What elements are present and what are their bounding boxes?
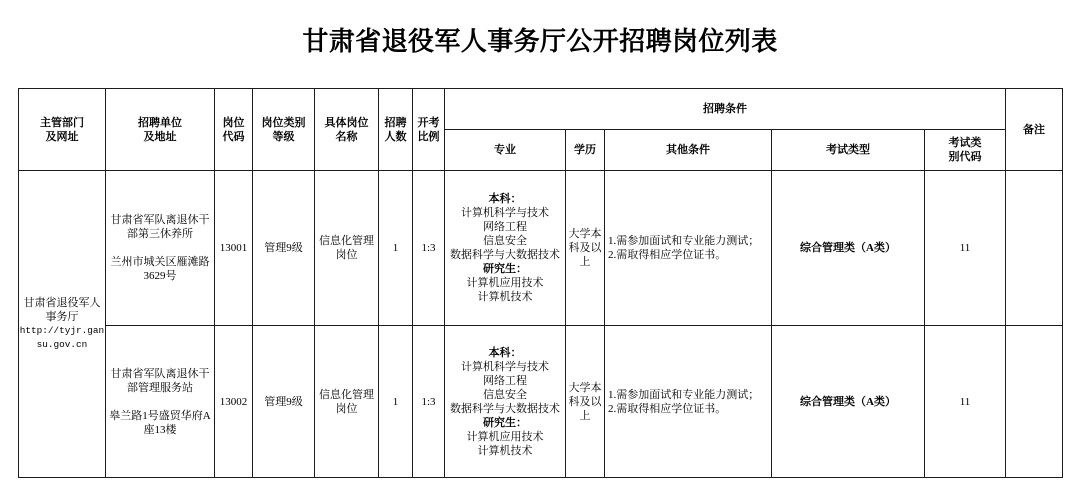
position-name-cell — [315, 171, 379, 326]
header-other-conditions-label: 其他条件 — [666, 144, 710, 156]
exam-ratio-cell — [413, 171, 445, 326]
major-item: 计算机技术 — [477, 291, 533, 303]
header-exam-type-label: 考试类型 — [826, 144, 870, 156]
position-category: 管理9级 — [264, 395, 303, 408]
header-department — [19, 89, 106, 171]
header-row — [19, 89, 1063, 130]
header-exam-code — [925, 130, 1006, 171]
header-education-label: 学历 — [574, 144, 596, 156]
header-remarks — [1006, 89, 1063, 171]
header-exam-ratio — [413, 89, 445, 171]
hiring-count: 1 — [392, 242, 399, 254]
position-code: 13002 — [219, 395, 248, 408]
position-code-cell — [215, 326, 253, 478]
header-position-code-label: 岗位代码 — [222, 116, 245, 143]
header-position-category — [253, 89, 315, 171]
major-level: 研究生： — [483, 263, 527, 275]
header-education — [566, 130, 605, 171]
header-unit — [106, 89, 215, 171]
major-cell — [445, 326, 566, 478]
major-level: 研究生： — [483, 416, 527, 429]
education-requirement: 大学本科及以上 — [568, 228, 602, 268]
header-exam-type — [772, 130, 925, 171]
other-conditions-cell — [605, 326, 772, 478]
position-name: 信息化管理岗位 — [319, 235, 374, 261]
position-category: 管理9级 — [264, 242, 303, 254]
header-hiring-count — [379, 89, 413, 171]
remarks-cell — [1006, 326, 1063, 478]
recruitment-table — [18, 88, 1063, 478]
other-condition: 2.需取得相应学位证书。 — [608, 249, 727, 261]
exam-code: 11 — [959, 242, 971, 254]
table-header — [19, 89, 1063, 171]
major-item: 数据科学与大数据技术 — [450, 249, 560, 261]
exam-code-cell — [925, 326, 1006, 478]
position-category-cell — [253, 326, 315, 478]
major-item: 网络工程 — [483, 374, 527, 387]
position-category-cell — [253, 171, 315, 326]
major-level: 本科： — [488, 346, 522, 359]
header-exam-code-label: 考试类别代码 — [948, 137, 982, 163]
major-item: 计算机应用技术 — [466, 277, 544, 289]
major-item: 计算机科学与技术 — [461, 360, 549, 373]
header-major — [445, 130, 566, 171]
header-requirements — [445, 89, 1006, 130]
exam-type: 综合管理类（A类） — [800, 395, 896, 408]
exam-ratio: 1:3 — [421, 395, 436, 408]
education-cell — [566, 326, 605, 478]
exam-type-cell — [772, 171, 925, 326]
header-exam-ratio-label: 开考比例 — [417, 116, 440, 143]
exam-ratio-cell — [413, 326, 445, 478]
hiring-count-cell — [379, 171, 413, 326]
major-item: 计算机应用技术 — [466, 430, 544, 443]
unit-name: 甘肃省军队离退休干部第三休养所 — [110, 214, 210, 240]
remarks-cell — [1006, 171, 1063, 326]
exam-ratio: 1:3 — [421, 242, 436, 254]
header-position-category-label: 岗位类别等级 — [261, 116, 306, 143]
position-name: 信息化管理岗位 — [319, 388, 374, 415]
unit-name: 甘肃省军队离退休干部管理服务站 — [110, 367, 210, 394]
unit-address: 皋兰路1号盛贸华府A座13楼 — [109, 409, 211, 436]
department-name: 甘肃省退役军人事务厅 — [23, 297, 101, 323]
header-department-label: 主管部门及网址 — [40, 116, 84, 143]
major-item: 计算机科学与技术 — [461, 207, 549, 219]
hiring-count-cell — [379, 326, 413, 478]
hiring-count: 1 — [392, 395, 399, 408]
position-code: 13001 — [219, 242, 248, 254]
page-title: 甘肃省退役军人事务厅公开招聘岗位列表 — [302, 27, 778, 56]
header-requirements-label: 招聘条件 — [703, 103, 747, 115]
major-item: 数据科学与大数据技术 — [450, 402, 560, 415]
other-condition: 1.需参加面试和专业能力测试； — [608, 388, 760, 401]
major-item: 信息安全 — [483, 235, 527, 247]
header-other-conditions — [605, 130, 772, 171]
position-code-cell — [215, 171, 253, 326]
exam-code-cell — [925, 171, 1006, 326]
table-row — [19, 326, 1063, 478]
header-remarks-label: 备注 — [1023, 123, 1045, 136]
header-position-code — [215, 89, 253, 171]
exam-type-cell — [772, 326, 925, 478]
header-position-name — [315, 89, 379, 171]
table-row — [19, 171, 1063, 326]
department-cell — [19, 171, 106, 478]
header-major-label: 专业 — [494, 144, 516, 156]
major-cell — [445, 171, 566, 326]
major-item: 计算机技术 — [477, 444, 533, 457]
other-condition: 1.需参加面试和专业能力测试； — [608, 235, 760, 247]
header-position-name-label: 具体岗位名称 — [324, 116, 369, 143]
position-name-cell — [315, 326, 379, 478]
unit-cell — [106, 326, 215, 478]
unit-cell — [106, 171, 215, 326]
header-hiring-count-label: 招聘人数 — [384, 116, 407, 143]
major-level: 本科： — [488, 193, 522, 205]
major-item: 信息安全 — [483, 388, 527, 401]
department-url: http://tyjr.gansu.gov.cn — [19, 325, 105, 350]
header-unit-label: 招聘单位及地址 — [138, 116, 182, 143]
other-conditions-cell — [605, 171, 772, 326]
other-condition: 2.需取得相应学位证书。 — [608, 402, 727, 415]
exam-code: 11 — [959, 395, 971, 408]
table-body — [19, 171, 1063, 478]
exam-type: 综合管理类（A类） — [800, 242, 896, 254]
education-cell — [566, 171, 605, 326]
major-item: 网络工程 — [483, 221, 527, 233]
education-requirement: 大学本科及以上 — [568, 381, 602, 422]
unit-address: 兰州市城关区雁滩路3629号 — [110, 256, 210, 282]
